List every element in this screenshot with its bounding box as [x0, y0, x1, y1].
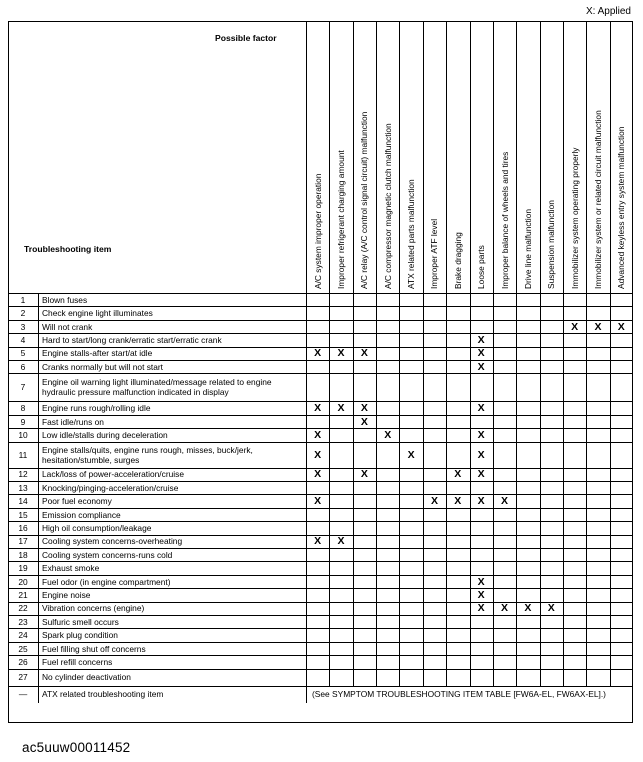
applied-mark: X — [477, 495, 485, 508]
applied-mark: X — [571, 320, 579, 333]
applied-mark: X — [337, 347, 345, 360]
applied-mark: X — [360, 347, 368, 360]
number-column-divider — [38, 293, 39, 703]
item-label: Fuel filling shut off concerns — [42, 643, 146, 654]
item-number: 8 — [20, 403, 26, 414]
factor-header: Drive line malfunction — [522, 208, 533, 289]
item-label: High oil consumption/leakage — [42, 522, 152, 533]
item-label: Knocking/pinging-acceleration/cruise — [42, 482, 179, 493]
item-number: 7 — [20, 382, 26, 393]
applied-mark: X — [384, 428, 392, 441]
applied-mark: X — [477, 428, 485, 441]
applied-mark: X — [360, 468, 368, 481]
item-number: 19 — [18, 563, 28, 574]
item-label: Sulfuric smell occurs — [42, 616, 119, 627]
item-number: 11 — [18, 449, 28, 460]
item-number: 27 — [18, 672, 28, 683]
applied-mark: X — [477, 448, 485, 461]
factor-header: Immobilizer system or related circuit malfunction — [592, 110, 603, 289]
applied-mark: X — [477, 333, 485, 346]
applied-mark: X — [524, 602, 532, 615]
item-number: 17 — [18, 536, 28, 547]
applied-mark: X — [430, 495, 438, 508]
figure-code: ac5uuw00011452 — [22, 740, 131, 755]
factor-header: Advanced keyless entry system malfunction — [616, 126, 627, 289]
item-number: 24 — [18, 630, 28, 641]
factor-column-divider — [516, 21, 517, 686]
item-label: Fuel refill concerns — [42, 656, 113, 667]
item-number: 5 — [20, 348, 26, 359]
applied-mark: X — [454, 495, 462, 508]
factor-column-divider — [563, 21, 564, 686]
factor-column-divider — [610, 21, 611, 686]
factor-header: Improper balance of wheels and tires — [499, 151, 510, 289]
applied-mark: X — [477, 575, 485, 588]
item-number: 3 — [20, 321, 26, 332]
factor-header: Immobilizer system operating properly — [569, 147, 580, 289]
applied-mark: X — [314, 535, 322, 548]
factor-header: A/C relay (A/C control signal circuit) malfunction — [359, 111, 370, 289]
factor-header: A/C system improper operation — [312, 173, 323, 289]
applied-mark: X — [314, 402, 322, 415]
item-number: 2 — [20, 308, 26, 319]
item-label: Cooling system concerns-overheating — [42, 536, 183, 547]
applied-mark: X — [337, 535, 345, 548]
item-number: 23 — [18, 616, 28, 627]
applied-mark: X — [547, 602, 555, 615]
item-number: 9 — [20, 416, 26, 427]
factor-column-divider — [376, 21, 377, 686]
item-number: 22 — [18, 603, 28, 614]
item-label: Engine oil warning light illuminated/message related to engine — [42, 377, 272, 388]
item-label: Vibration concerns (engine) — [42, 603, 145, 614]
item-number: 14 — [18, 496, 28, 507]
applied-mark: X — [477, 588, 485, 601]
factor-header: Brake dragging — [452, 232, 463, 289]
applied-mark: X — [314, 428, 322, 441]
factor-column-divider — [399, 21, 400, 686]
row-divider — [8, 686, 633, 687]
applied-mark: X — [617, 320, 625, 333]
item-label: Fuel odor (in engine compartment) — [42, 576, 171, 587]
item-label: Hard to start/long crank/erratic start/erratic crank — [42, 334, 222, 345]
factor-column-divider — [423, 21, 424, 686]
item-label: Poor fuel economy — [42, 496, 112, 507]
applied-mark: X — [477, 347, 485, 360]
item-label: Engine stalls-after start/at idle — [42, 348, 153, 359]
applied-mark: X — [477, 602, 485, 615]
factor-column-divider — [306, 21, 307, 703]
factor-header: Suspension malfunction — [546, 200, 557, 289]
applied-mark: X — [594, 320, 602, 333]
item-label: No cylinder deactivation — [42, 672, 131, 683]
applied-mark: X — [314, 347, 322, 360]
item-label: Cranks normally but will not start — [42, 361, 164, 372]
factor-column-divider — [540, 21, 541, 686]
item-number: 12 — [18, 469, 28, 480]
applied-mark: X — [501, 602, 509, 615]
item-label: Cooling system concerns-runs cold — [42, 549, 173, 560]
item-label: Engine noise — [42, 589, 91, 600]
applied-mark: X — [360, 402, 368, 415]
applied-mark: X — [314, 468, 322, 481]
item-label: Engine stalls/quits, engine runs rough, misses, buck/jerk, — [42, 444, 253, 455]
factor-header: ATX related parts malfunction — [406, 179, 417, 289]
item-label: Engine runs rough/rolling idle — [42, 403, 151, 414]
item-label: hesitation/stumble, surges — [42, 454, 140, 465]
factor-header: A/C compressor magnetic clutch malfunction — [382, 123, 393, 289]
item-number: 13 — [18, 482, 28, 493]
item-number: 10 — [18, 429, 28, 440]
applied-mark: X — [454, 468, 462, 481]
item-number: 26 — [18, 656, 28, 667]
factor-column-divider — [586, 21, 587, 686]
item-label: Will not crank — [42, 321, 93, 332]
item-label: Lack/loss of power-acceleration/cruise — [42, 469, 184, 480]
item-number: 16 — [18, 522, 28, 533]
factor-header: Improper ATF level — [429, 218, 440, 289]
factor-header: Loose parts — [476, 245, 487, 289]
item-number: 15 — [18, 509, 28, 520]
item-number: 18 — [18, 549, 28, 560]
applied-mark: X — [407, 448, 415, 461]
applied-mark: X — [501, 495, 509, 508]
legend: X: Applied — [585, 6, 631, 17]
factor-header: Improper refrigerant charging amount — [336, 150, 347, 289]
item-label: Emission compliance — [42, 509, 121, 520]
applied-mark: X — [314, 495, 322, 508]
applied-mark: X — [477, 402, 485, 415]
item-number: 4 — [20, 334, 26, 345]
applied-mark: X — [337, 402, 345, 415]
item-number: 20 — [18, 576, 28, 587]
item-number: 25 — [18, 643, 28, 654]
item-label: Blown fuses — [42, 294, 88, 305]
troubleshooting-item-header: Troubleshooting item — [24, 244, 112, 254]
item-number: 1 — [20, 294, 26, 305]
item-number: 6 — [20, 361, 26, 372]
item-label: Exhaust smoke — [42, 563, 100, 574]
item-number: 21 — [18, 589, 28, 600]
item-label: Spark plug condition — [42, 630, 118, 641]
factor-column-divider — [446, 21, 447, 686]
applied-mark: X — [477, 468, 485, 481]
item-label: Low idle/stalls during deceleration — [42, 429, 168, 440]
possible-factor-header: Possible factor — [215, 33, 277, 43]
atx-reference-note: (See SYMPTOM TROUBLESHOOTING ITEM TABLE [FW6A-EL, FW6AX-EL].) — [312, 689, 606, 700]
applied-mark: X — [314, 448, 322, 461]
item-number: — — [18, 689, 28, 700]
item-label: ATX related troubleshooting item — [42, 689, 164, 700]
applied-mark: X — [360, 415, 368, 428]
applied-mark: X — [477, 360, 485, 373]
item-label: Fast idle/runs on — [42, 416, 104, 427]
item-label: hydraulic pressure malfunction indicated in display — [42, 387, 229, 398]
factor-column-divider — [493, 21, 494, 686]
item-label: Check engine light illuminates — [42, 308, 153, 319]
